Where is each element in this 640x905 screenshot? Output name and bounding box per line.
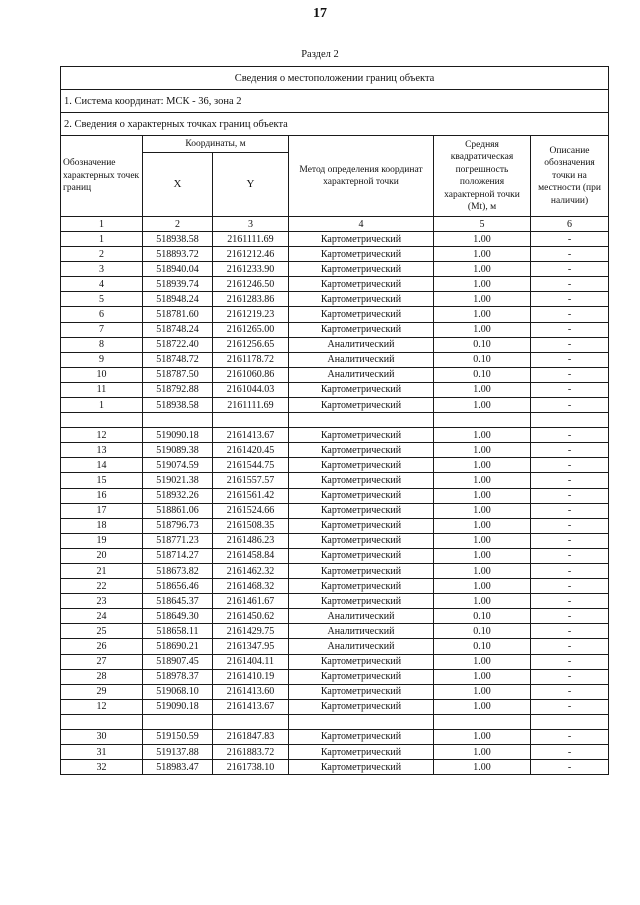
x-coordinate-cell: 519137.88 (143, 745, 213, 760)
point-number-cell: 32 (61, 760, 143, 775)
x-coordinate-cell: 519090.18 (143, 699, 213, 714)
accuracy-cell: 1.00 (434, 473, 531, 488)
method-cell: Картометрический (289, 232, 434, 247)
point-number-cell: 30 (61, 729, 143, 744)
x-coordinate-cell: 518658.11 (143, 624, 213, 639)
y-coordinate-cell: 2161404.11 (213, 654, 289, 669)
description-cell: - (531, 292, 609, 307)
y-coordinate-cell: 2161212.46 (213, 247, 289, 262)
table-row (61, 533, 609, 548)
description-cell: - (531, 654, 609, 669)
x-coordinate-cell: 518893.72 (143, 247, 213, 262)
method-cell: Аналитический (289, 367, 434, 382)
y-coordinate-cell: 2161413.67 (213, 428, 289, 443)
empty-cell (61, 413, 143, 428)
y-coordinate-cell: 2161524.66 (213, 503, 289, 518)
method-cell: Аналитический (289, 624, 434, 639)
method-cell: Картометрический (289, 548, 434, 563)
x-coordinate-cell: 518690.21 (143, 639, 213, 654)
accuracy-cell: 1.00 (434, 563, 531, 578)
method-cell: Аналитический (289, 639, 434, 654)
table-row (61, 473, 609, 488)
description-cell: - (531, 548, 609, 563)
table-row (61, 745, 609, 760)
point-number-cell: 15 (61, 473, 143, 488)
table-row (61, 488, 609, 503)
accuracy-cell: 1.00 (434, 533, 531, 548)
description-cell: - (531, 232, 609, 247)
table-row (61, 669, 609, 684)
method-cell: Картометрический (289, 322, 434, 337)
column-number: 4 (289, 217, 434, 232)
x-coordinate-cell: 518938.58 (143, 232, 213, 247)
accuracy-cell: 1.00 (434, 262, 531, 277)
accuracy-cell: 1.00 (434, 669, 531, 684)
y-coordinate-cell: 2161847.83 (213, 729, 289, 744)
empty-cell (143, 413, 213, 428)
method-cell: Картометрический (289, 654, 434, 669)
point-number-cell: 12 (61, 699, 143, 714)
table-row (61, 367, 609, 382)
description-cell: - (531, 729, 609, 744)
column-number: 2 (143, 217, 213, 232)
y-coordinate-cell: 2161283.86 (213, 292, 289, 307)
header-description: Описание обозначения точки на местности (при наличии) (531, 136, 609, 217)
y-coordinate-cell: 2161111.69 (213, 398, 289, 413)
method-cell: Картометрический (289, 382, 434, 397)
description-cell: - (531, 699, 609, 714)
accuracy-cell: 1.00 (434, 277, 531, 292)
point-number-cell: 5 (61, 292, 143, 307)
method-cell: Картометрический (289, 473, 434, 488)
y-coordinate-cell: 2161429.75 (213, 624, 289, 639)
table-row (61, 518, 609, 533)
method-cell: Картометрический (289, 398, 434, 413)
empty-cell (289, 714, 434, 729)
empty-cell (61, 714, 143, 729)
x-coordinate-cell: 518983.47 (143, 760, 213, 775)
y-coordinate-cell: 2161265.00 (213, 322, 289, 337)
y-coordinate-cell: 2161458.84 (213, 548, 289, 563)
point-number-cell: 28 (61, 669, 143, 684)
accuracy-cell: 1.00 (434, 488, 531, 503)
y-coordinate-cell: 2161410.19 (213, 669, 289, 684)
accuracy-cell: 1.00 (434, 548, 531, 563)
x-coordinate-cell: 518938.58 (143, 398, 213, 413)
x-coordinate-cell: 519068.10 (143, 684, 213, 699)
x-coordinate-cell: 518792.88 (143, 382, 213, 397)
method-cell: Картометрический (289, 458, 434, 473)
accuracy-cell: 1.00 (434, 292, 531, 307)
y-coordinate-cell: 2161738.10 (213, 760, 289, 775)
point-number-cell: 4 (61, 277, 143, 292)
column-number: 3 (213, 217, 289, 232)
point-number-cell: 18 (61, 518, 143, 533)
description-cell: - (531, 533, 609, 548)
description-cell: - (531, 639, 609, 654)
description-cell: - (531, 488, 609, 503)
accuracy-cell: 1.00 (434, 760, 531, 775)
point-number-cell: 19 (61, 533, 143, 548)
method-cell: Картометрический (289, 563, 434, 578)
description-cell: - (531, 503, 609, 518)
y-coordinate-cell: 2161256.65 (213, 337, 289, 352)
x-coordinate-cell: 519021.38 (143, 473, 213, 488)
y-coordinate-cell: 2161544.75 (213, 458, 289, 473)
section-label: Раздел 2 (301, 49, 339, 60)
point-number-cell: 12 (61, 428, 143, 443)
description-cell: - (531, 518, 609, 533)
description-cell: - (531, 307, 609, 322)
description-cell: - (531, 473, 609, 488)
method-cell: Картометрический (289, 277, 434, 292)
method-cell: Картометрический (289, 247, 434, 262)
description-cell: - (531, 458, 609, 473)
point-number-cell: 27 (61, 654, 143, 669)
accuracy-cell: 1.00 (434, 503, 531, 518)
table-row (61, 292, 609, 307)
method-cell: Картометрический (289, 669, 434, 684)
description-cell: - (531, 684, 609, 699)
x-coordinate-cell: 518781.60 (143, 307, 213, 322)
description-cell: - (531, 745, 609, 760)
x-coordinate-cell: 518940.04 (143, 262, 213, 277)
column-number: 6 (531, 217, 609, 232)
description-cell: - (531, 277, 609, 292)
description-cell: - (531, 563, 609, 578)
method-cell: Картометрический (289, 292, 434, 307)
y-coordinate-cell: 2161347.95 (213, 639, 289, 654)
description-cell: - (531, 262, 609, 277)
method-cell: Картометрический (289, 488, 434, 503)
accuracy-cell: 1.00 (434, 684, 531, 699)
y-coordinate-cell: 2161461.67 (213, 594, 289, 609)
spacer-row (61, 714, 609, 729)
method-cell: Картометрический (289, 503, 434, 518)
accuracy-cell: 1.00 (434, 443, 531, 458)
description-cell: - (531, 367, 609, 382)
table-row (61, 352, 609, 367)
x-coordinate-cell: 518787.50 (143, 367, 213, 382)
point-number-cell: 13 (61, 443, 143, 458)
accuracy-cell: 0.10 (434, 639, 531, 654)
y-coordinate-cell: 2161468.32 (213, 579, 289, 594)
table-row (61, 458, 609, 473)
y-coordinate-cell: 2161233.90 (213, 262, 289, 277)
x-coordinate-cell: 518771.23 (143, 533, 213, 548)
table-row (61, 654, 609, 669)
y-coordinate-cell: 2161420.45 (213, 443, 289, 458)
description-cell: - (531, 443, 609, 458)
empty-cell (531, 714, 609, 729)
column-number-row (61, 217, 609, 232)
x-coordinate-cell: 518722.40 (143, 337, 213, 352)
description-cell: - (531, 322, 609, 337)
description-cell: - (531, 579, 609, 594)
table-row (61, 307, 609, 322)
table-row (61, 503, 609, 518)
method-cell: Картометрический (289, 533, 434, 548)
header-point-designation: Обозначение характерных точек границ (61, 136, 143, 217)
x-coordinate-cell: 519089.38 (143, 443, 213, 458)
header-coordinates: Координаты, м (143, 136, 289, 153)
description-cell: - (531, 594, 609, 609)
point-number-cell: 20 (61, 548, 143, 563)
x-coordinate-cell: 518748.24 (143, 322, 213, 337)
table-row (61, 337, 609, 352)
point-number-cell: 25 (61, 624, 143, 639)
table-row (61, 232, 609, 247)
table-row (61, 443, 609, 458)
x-coordinate-cell: 519090.18 (143, 428, 213, 443)
accuracy-cell: 0.10 (434, 337, 531, 352)
accuracy-cell: 1.00 (434, 458, 531, 473)
description-cell: - (531, 624, 609, 639)
point-number-cell: 16 (61, 488, 143, 503)
x-coordinate-cell: 518932.26 (143, 488, 213, 503)
point-number-cell: 17 (61, 503, 143, 518)
point-number-cell: 7 (61, 322, 143, 337)
y-coordinate-cell: 2161060.86 (213, 367, 289, 382)
method-cell: Аналитический (289, 352, 434, 367)
empty-cell (531, 413, 609, 428)
y-coordinate-cell: 2161111.69 (213, 232, 289, 247)
point-number-cell: 23 (61, 594, 143, 609)
table-title: Сведения о местоположении границ объекта (61, 67, 609, 90)
table-row (61, 382, 609, 397)
y-coordinate-cell: 2161462.32 (213, 563, 289, 578)
accuracy-cell: 1.00 (434, 699, 531, 714)
y-coordinate-cell: 2161557.57 (213, 473, 289, 488)
table-row (61, 563, 609, 578)
accuracy-cell: 1.00 (434, 579, 531, 594)
header-accuracy: Средняя квадратическая погрешность положения характерной точки (Mt), м (434, 136, 531, 217)
table-row (61, 262, 609, 277)
description-cell: - (531, 247, 609, 262)
accuracy-cell: 1.00 (434, 428, 531, 443)
x-coordinate-cell: 518649.30 (143, 609, 213, 624)
description-cell: - (531, 609, 609, 624)
point-number-cell: 22 (61, 579, 143, 594)
coordinate-system: 1. Система координат: МСК - 36, зона 2 (61, 90, 609, 113)
method-cell: Аналитический (289, 609, 434, 624)
point-number-cell: 8 (61, 337, 143, 352)
point-number-cell: 29 (61, 684, 143, 699)
method-cell: Картометрический (289, 594, 434, 609)
point-number-cell: 3 (61, 262, 143, 277)
method-cell: Картометрический (289, 262, 434, 277)
table-row (61, 322, 609, 337)
accuracy-cell: 1.00 (434, 594, 531, 609)
description-cell: - (531, 428, 609, 443)
method-cell: Картометрический (289, 729, 434, 744)
empty-cell (213, 714, 289, 729)
y-coordinate-cell: 2161413.60 (213, 684, 289, 699)
characteristic-points-heading: 2. Сведения о характерных точках границ объекта (61, 113, 609, 136)
accuracy-cell: 1.00 (434, 398, 531, 413)
empty-cell (143, 714, 213, 729)
y-coordinate-cell: 2161561.42 (213, 488, 289, 503)
x-coordinate-cell: 518948.24 (143, 292, 213, 307)
table-row (61, 760, 609, 775)
x-coordinate-cell: 518796.73 (143, 518, 213, 533)
spacer-row (61, 413, 609, 428)
x-coordinate-cell: 518714.27 (143, 548, 213, 563)
method-cell: Картометрический (289, 428, 434, 443)
method-cell: Картометрический (289, 745, 434, 760)
table-row (61, 277, 609, 292)
header-x: X (143, 153, 213, 217)
x-coordinate-cell: 518939.74 (143, 277, 213, 292)
description-cell: - (531, 669, 609, 684)
table-row (61, 684, 609, 699)
point-number-cell: 14 (61, 458, 143, 473)
point-number-cell: 6 (61, 307, 143, 322)
table-row (61, 729, 609, 744)
x-coordinate-cell: 518656.46 (143, 579, 213, 594)
table-row (61, 594, 609, 609)
method-cell: Картометрический (289, 579, 434, 594)
accuracy-cell: 0.10 (434, 367, 531, 382)
point-number-cell: 9 (61, 352, 143, 367)
x-coordinate-cell: 518748.72 (143, 352, 213, 367)
method-cell: Картометрический (289, 307, 434, 322)
boundary-points-table (60, 66, 609, 775)
y-coordinate-cell: 2161450.62 (213, 609, 289, 624)
y-coordinate-cell: 2161883.72 (213, 745, 289, 760)
x-coordinate-cell: 519150.59 (143, 729, 213, 744)
method-cell: Картометрический (289, 760, 434, 775)
x-coordinate-cell: 518907.45 (143, 654, 213, 669)
accuracy-cell: 0.10 (434, 609, 531, 624)
table-row (61, 398, 609, 413)
accuracy-cell: 1.00 (434, 654, 531, 669)
description-cell: - (531, 382, 609, 397)
accuracy-cell: 1.00 (434, 322, 531, 337)
x-coordinate-cell: 518673.82 (143, 563, 213, 578)
accuracy-cell: 1.00 (434, 247, 531, 262)
method-cell: Картометрический (289, 443, 434, 458)
table-row (61, 639, 609, 654)
table-row (61, 609, 609, 624)
empty-cell (434, 714, 531, 729)
description-cell: - (531, 760, 609, 775)
point-number-cell: 2 (61, 247, 143, 262)
method-cell: Картометрический (289, 518, 434, 533)
table-row (61, 699, 609, 714)
description-cell: - (531, 352, 609, 367)
accuracy-cell: 0.10 (434, 624, 531, 639)
method-cell: Картометрический (289, 699, 434, 714)
header-method: Метод определения координат характерной точки (289, 136, 434, 217)
table-row (61, 579, 609, 594)
point-number-cell: 24 (61, 609, 143, 624)
accuracy-cell: 1.00 (434, 232, 531, 247)
x-coordinate-cell: 518645.37 (143, 594, 213, 609)
y-coordinate-cell: 2161178.72 (213, 352, 289, 367)
y-coordinate-cell: 2161246.50 (213, 277, 289, 292)
point-number-cell: 1 (61, 232, 143, 247)
empty-cell (213, 413, 289, 428)
y-coordinate-cell: 2161044.03 (213, 382, 289, 397)
header-y: Y (213, 153, 289, 217)
y-coordinate-cell: 2161413.67 (213, 699, 289, 714)
column-number: 1 (61, 217, 143, 232)
accuracy-cell: 0.10 (434, 352, 531, 367)
description-cell: - (531, 337, 609, 352)
x-coordinate-cell: 519074.59 (143, 458, 213, 473)
y-coordinate-cell: 2161508.35 (213, 518, 289, 533)
y-coordinate-cell: 2161219.23 (213, 307, 289, 322)
accuracy-cell: 1.00 (434, 382, 531, 397)
table-row (61, 624, 609, 639)
page-number: 17 (313, 6, 327, 21)
accuracy-cell: 1.00 (434, 518, 531, 533)
method-cell: Картометрический (289, 684, 434, 699)
point-number-cell: 21 (61, 563, 143, 578)
accuracy-cell: 1.00 (434, 307, 531, 322)
point-number-cell: 1 (61, 398, 143, 413)
point-number-cell: 31 (61, 745, 143, 760)
y-coordinate-cell: 2161486.23 (213, 533, 289, 548)
point-number-cell: 11 (61, 382, 143, 397)
x-coordinate-cell: 518978.37 (143, 669, 213, 684)
point-number-cell: 10 (61, 367, 143, 382)
table-row (61, 548, 609, 563)
accuracy-cell: 1.00 (434, 745, 531, 760)
accuracy-cell: 1.00 (434, 729, 531, 744)
empty-cell (289, 413, 434, 428)
method-cell: Аналитический (289, 337, 434, 352)
point-number-cell: 26 (61, 639, 143, 654)
description-cell: - (531, 398, 609, 413)
empty-cell (434, 413, 531, 428)
table-row (61, 247, 609, 262)
x-coordinate-cell: 518861.06 (143, 503, 213, 518)
column-number: 5 (434, 217, 531, 232)
table-row (61, 428, 609, 443)
